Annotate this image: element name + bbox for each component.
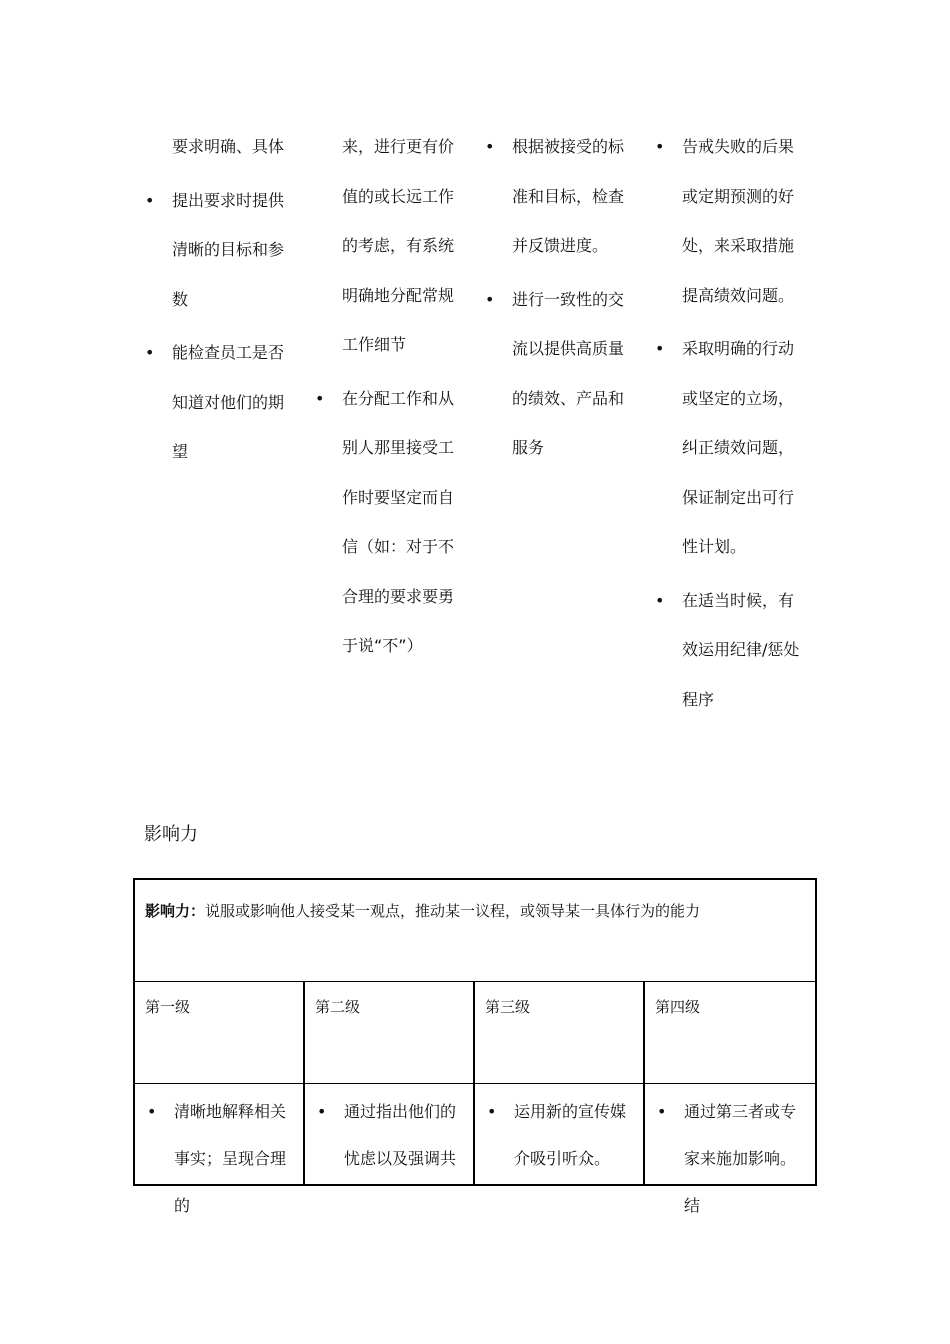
level-label: 第三级	[485, 998, 531, 1016]
list-item-text: 提出要求时提供清晰的目标和参数	[172, 190, 285, 309]
competency-table	[133, 878, 817, 1215]
list-item	[483, 122, 633, 271]
list-item-text: 告戒失败的后果或定期预测的好处，来采取措施提高绩效问题。	[682, 137, 795, 305]
list-item	[143, 328, 293, 477]
level-cell	[305, 982, 475, 1083]
upper-column-2	[313, 122, 463, 671]
list-item-text: 采取明确的行动或坚定的立场，纠正绩效问题，保证制定出可行性计划。	[682, 339, 795, 556]
list-item-text: 要求明确、具体	[172, 137, 285, 156]
bullet-icon: •	[147, 1102, 157, 1121]
bullet-icon: •	[485, 289, 495, 309]
list-item	[313, 374, 463, 671]
level-header-row	[135, 982, 815, 1084]
content-cell	[475, 1084, 645, 1184]
list-item-text: 进行一致性的交流以提供高质量的绩效、产品和服务	[512, 289, 625, 457]
section-heading: 影响力	[144, 824, 198, 845]
list-item-text: 在适当时候，有效运用纪律/惩处程序	[682, 590, 800, 709]
upper-column-4	[653, 122, 803, 724]
list-item	[653, 576, 803, 725]
bullet-icon: •	[657, 1102, 667, 1121]
list-item	[315, 1088, 465, 1182]
bullet-icon: •	[485, 137, 495, 156]
definition-row	[135, 880, 815, 982]
content-cell	[135, 1084, 305, 1215]
list-item-text: 通过指出他们的忧虑以及强调共	[344, 1102, 457, 1168]
level-label: 第二级	[315, 998, 361, 1016]
list-item	[485, 1088, 635, 1182]
bullet-icon: •	[317, 1102, 327, 1121]
bullet-icon: •	[145, 190, 155, 210]
level-cell	[645, 982, 815, 1083]
list-item-text: 通过第三者或专家来施加影响。结	[684, 1102, 797, 1215]
list-item-text: 能检查员工是否知道对他们的期望	[172, 343, 285, 461]
level-content-row	[135, 1084, 815, 1215]
list-item-text: 运用新的宣传媒介吸引听众。	[514, 1102, 627, 1168]
content-cell	[645, 1084, 815, 1215]
bullet-icon: •	[145, 343, 155, 362]
bullet-icon: •	[487, 1102, 497, 1121]
list-item	[143, 176, 293, 325]
content-cell	[305, 1084, 475, 1184]
bullet-icon: •	[655, 339, 665, 358]
list-item	[143, 122, 293, 172]
level-cell	[135, 982, 305, 1083]
list-item	[145, 1088, 295, 1229]
definition-text: 说服或影响他人接受某一观点，推动某一议程，或领导某一具体行为的能力	[205, 902, 701, 920]
list-item	[655, 1088, 805, 1229]
definition-term: 影响力：	[145, 902, 206, 920]
level-label: 第一级	[145, 998, 191, 1016]
list-item-text: 来，进行更有价值的或长远工作的考虑，有系统明确地分配常规工作细节	[342, 137, 455, 354]
list-item-text: 根据被接受的标准和目标，检查并反馈进度。	[512, 137, 625, 255]
list-item	[653, 324, 803, 572]
list-item-text: 清晰地解释相关事实；呈现合理的	[174, 1102, 287, 1215]
list-item	[653, 122, 803, 320]
level-label: 第四级	[655, 998, 701, 1016]
upper-column-3	[483, 122, 633, 473]
bullet-icon: •	[655, 137, 665, 156]
bullet-icon: •	[655, 590, 665, 610]
list-item	[483, 275, 633, 473]
list-item-text: 在分配工作和从别人那里接受工作时要坚定而自信（如：对于不合理的要求要勇于说“不”）	[342, 388, 455, 655]
bullet-icon: •	[315, 388, 325, 408]
list-item	[313, 122, 463, 370]
level-cell	[475, 982, 645, 1083]
upper-column-1	[143, 122, 293, 477]
